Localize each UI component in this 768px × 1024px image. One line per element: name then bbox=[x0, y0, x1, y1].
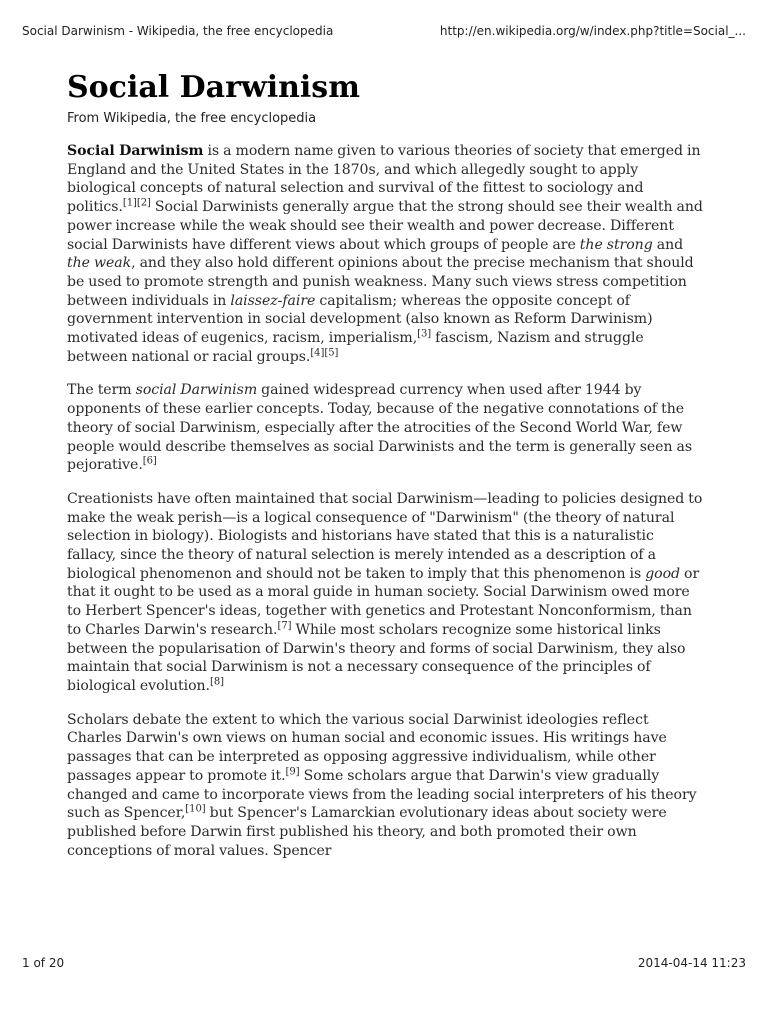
text: capitalism; whereas the opposite concept of government intervention in social development (also known as Reform Darwinism) motivated ideas of eugenics, racism, imperialism, bbox=[67, 292, 653, 347]
paragraph-3 bbox=[67, 490, 703, 696]
text: Some scholars argue that Darwin's view gradually changed and came to incorporate views from the leading social interpreters of his theory such as Spencer, bbox=[67, 767, 697, 822]
text: but Spencer's Lamarckian evolutionary ideas about society were published before Darwin first published his theory, and both promoted their own conceptions of moral values. Spencer bbox=[67, 805, 667, 859]
bold-term: Social Darwinism bbox=[67, 143, 204, 159]
italic-term: good bbox=[645, 565, 681, 582]
text: Scholars debate the extent to which the various social Darwinist ideologies reflect Charles Darwin's own views on human social and economic issues. His writings have passages that can be interpreted as opposing aggressive individualism, while other passages appear to promote it. bbox=[67, 711, 667, 784]
print-timestamp: 2014-04-14 11:23 bbox=[637, 956, 746, 970]
italic-term: the weak bbox=[67, 255, 132, 272]
citation-link[interactable]: [10] bbox=[185, 803, 206, 815]
citation-link[interactable]: [1][2] bbox=[122, 197, 151, 209]
italic-term: the strong bbox=[579, 236, 653, 253]
text: , and they also hold different opinions about the precise mechanism that should be used to promote strength and punish weakness. Many such views stress competition between individuals in bbox=[67, 255, 694, 309]
paragraph-1 bbox=[67, 142, 703, 366]
page-title: Social Darwinism bbox=[67, 70, 360, 105]
text: Social Darwinists generally argue that the strong should see their wealth and power increase while the weak should see their wealth and power decrease. Different social Darwinists have different views about which groups of people are bbox=[67, 199, 703, 253]
text: The term bbox=[67, 382, 136, 399]
page-number: 1 of 20 bbox=[22, 956, 65, 970]
citation-link[interactable]: [8] bbox=[209, 676, 224, 688]
print-footer bbox=[22, 956, 746, 972]
text: or that it ought to be used as a moral guide in human society. Social Darwinism owed more to Herbert Spencer's ideas, together with genetics and Protestant Nonconformism, than to Charles Darwin's research. bbox=[67, 565, 700, 638]
text: gained widespread currency when used after 1944 by opponents of these earlier concepts. Today, because of the negative connotations of the theory of social Darwinism, especially after the atrocities of the Second World War, few people would describe themselves as social Darwinists and the term is generally seen as pejorative. bbox=[67, 382, 693, 474]
text: Creationists have often maintained that social Darwinism—leading to policies designed to make the weak perish—is a logical consequence of "Darwinism" (the theory of natural selection in biology). Biologists and historians have stated that this is a naturalistic fallacy, since the theory of natural selection is merely intended as a description of a biological phenomenon and should not be taken to imply that this phenomenon is bbox=[67, 490, 703, 582]
citation-link[interactable]: [4][5] bbox=[310, 347, 339, 359]
text: and bbox=[652, 236, 684, 253]
article-content bbox=[67, 66, 703, 875]
paragraph-2 bbox=[67, 381, 703, 475]
paragraph-4 bbox=[67, 711, 703, 861]
citation-link[interactable]: [6] bbox=[142, 455, 157, 467]
italic-term: social Darwinism bbox=[135, 382, 258, 399]
text: is a modern name given to various theories of society that emerged in England and the United States in the 1870s, and which allegedly sought to apply biological concepts of natural selection and survival of the fittest to sociology and politics. bbox=[67, 143, 701, 216]
text: fascism, Nazism and struggle between national or racial groups. bbox=[67, 330, 644, 365]
citation-link[interactable]: [3] bbox=[417, 328, 432, 340]
document-title: Social Darwinism - Wikipedia, the free encyclopedia bbox=[22, 24, 334, 38]
citation-link[interactable]: [7] bbox=[277, 620, 292, 632]
document-url: http://en.wikipedia.org/w/index.php?title=Social_... bbox=[439, 24, 746, 38]
site-tagline: From Wikipedia, the free encyclopedia bbox=[67, 111, 317, 126]
text: While most scholars recognize some historical links between the popularisation of Darwin's theory and forms of social Darwinism, they also maintain that social Darwinism is not a necessary consequence of the principles of biological evolution. bbox=[67, 621, 686, 694]
citation-link[interactable]: [9] bbox=[285, 766, 300, 778]
italic-term: laissez-faire bbox=[230, 292, 316, 309]
